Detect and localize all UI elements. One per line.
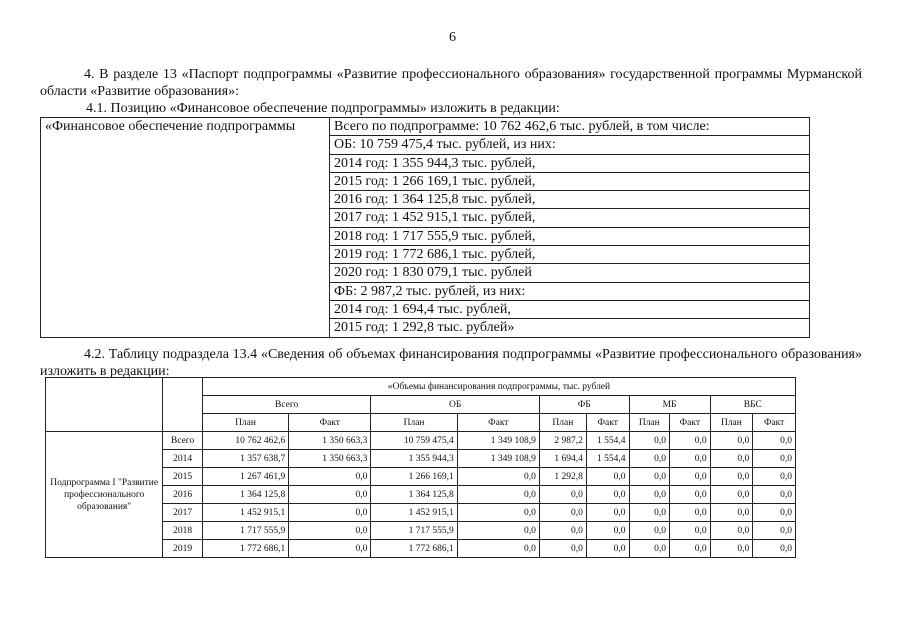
value-cell: 0,0 [289, 522, 371, 540]
value-cell: 0,0 [457, 486, 539, 504]
value-cell: 0,0 [629, 522, 670, 540]
value-cell: 0,0 [289, 468, 371, 486]
value-cell: 1 267 461,9 [202, 468, 288, 486]
sub-header-fact: Факт [457, 414, 539, 432]
paragraph-4-2: 4.2. Таблицу подраздела 13.4 «Сведения об объемах финансирования подпрограммы «Развитие профессионального образования» изложить в редакции: [40, 347, 862, 379]
sub-header-fact: Факт [670, 414, 711, 432]
value-cell: 1 694,4 [539, 450, 586, 468]
value-cell: 0,0 [753, 540, 796, 558]
volume-table-body [46, 432, 796, 558]
value-cell: 0,0 [753, 486, 796, 504]
year-cell: 2019 [163, 540, 202, 558]
value-cell: 0,0 [289, 540, 371, 558]
value-cell: 0,0 [586, 522, 629, 540]
volume-table [45, 377, 796, 558]
year-cell: 2018 [163, 522, 202, 540]
value-cell: 1 717 555,9 [202, 522, 288, 540]
value-cell: 0,0 [670, 540, 711, 558]
year-cell: Всего [163, 432, 202, 450]
value-cell: 1 364 125,8 [371, 486, 457, 504]
value-cell: 0,0 [586, 486, 629, 504]
value-cell: 1 350 663,3 [289, 450, 371, 468]
value-cell: 0,0 [753, 468, 796, 486]
value-cell: 1 717 555,9 [371, 522, 457, 540]
sub-header-plan: План [629, 414, 670, 432]
value-cell: 1 349 108,9 [457, 432, 539, 450]
paragraph-4-1: 4.1. Позицию «Финансовое обеспечение подпрограммы» изложить в редакции: [86, 101, 560, 116]
financing-label-cell [41, 118, 330, 338]
value-cell: 0,0 [670, 432, 711, 450]
value-cell: 1 452 915,1 [371, 504, 457, 522]
value-cell: 0,0 [629, 432, 670, 450]
financing-line: ОБ: 10 759 475,4 тыс. рублей, из них: [330, 135, 809, 153]
program-name: Подпрограмма I "Развитие профессионального образования" [46, 432, 163, 558]
value-cell: 1 349 108,9 [457, 450, 539, 468]
value-cell: 0,0 [710, 468, 753, 486]
value-cell: 1 364 125,8 [202, 486, 288, 504]
value-cell: 0,0 [670, 504, 711, 522]
value-cell: 0,0 [457, 504, 539, 522]
value-cell: 0,0 [670, 486, 711, 504]
financing-table [40, 117, 810, 338]
financing-values-cell [330, 118, 810, 338]
sub-header-plan: План [202, 414, 288, 432]
value-cell: 0,0 [753, 522, 796, 540]
header-empty-program [46, 378, 163, 432]
volume-table-title: «Объемы финансирования подпрограммы, тыс. рублей [202, 378, 795, 396]
value-cell: 0,0 [586, 540, 629, 558]
group-header: ВБС [710, 396, 795, 414]
value-cell: 0,0 [539, 522, 586, 540]
value-cell: 0,0 [670, 450, 711, 468]
value-cell: 1 292,8 [539, 468, 586, 486]
financing-line: 2015 год: 1 266 169,1 тыс. рублей, [330, 172, 809, 190]
value-cell: 0,0 [457, 540, 539, 558]
value-cell: 0,0 [629, 540, 670, 558]
year-cell: 2016 [163, 486, 202, 504]
value-cell: 1 554,4 [586, 450, 629, 468]
value-cell: 0,0 [710, 486, 753, 504]
financing-line: ФБ: 2 987,2 тыс. рублей, из них: [330, 282, 809, 300]
financing-line: 2018 год: 1 717 555,9 тыс. рублей, [330, 227, 809, 245]
value-cell: 2 987,2 [539, 432, 586, 450]
value-cell: 0,0 [670, 522, 711, 540]
value-cell: 0,0 [629, 450, 670, 468]
value-cell: 10 762 462,6 [202, 432, 288, 450]
financing-label: «Финансовое обеспечение подпрограммы [45, 119, 296, 134]
value-cell: 0,0 [753, 504, 796, 522]
value-cell: 0,0 [539, 504, 586, 522]
group-header: ОБ [371, 396, 540, 414]
value-cell: 1 355 944,3 [371, 450, 457, 468]
value-cell: 1 266 169,1 [371, 468, 457, 486]
sub-header-plan: План [371, 414, 457, 432]
financing-line: Всего по подпрограмме: 10 762 462,6 тыс. рублей, в том числе: [334, 119, 710, 134]
financing-line: 2020 год: 1 830 079,1 тыс. рублей [330, 263, 809, 281]
value-cell: 10 759 475,4 [371, 432, 457, 450]
value-cell: 0,0 [629, 468, 670, 486]
value-cell: 0,0 [710, 432, 753, 450]
group-header: ФБ [539, 396, 629, 414]
sub-header-plan: План [539, 414, 586, 432]
value-cell: 1 772 686,1 [202, 540, 288, 558]
value-cell: 0,0 [710, 540, 753, 558]
header-empty-year [163, 378, 202, 432]
financing-line: 2014 год: 1 355 944,3 тыс. рублей, [330, 154, 809, 172]
group-header: Всего [202, 396, 371, 414]
sub-header-fact: Факт [586, 414, 629, 432]
financing-line: 2019 год: 1 772 686,1 тыс. рублей, [330, 245, 809, 263]
year-cell: 2017 [163, 504, 202, 522]
value-cell: 0,0 [629, 486, 670, 504]
value-cell: 0,0 [753, 450, 796, 468]
financing-line: 2016 год: 1 364 125,8 тыс. рублей, [330, 190, 809, 208]
value-cell: 0,0 [710, 504, 753, 522]
value-cell: 1 452 915,1 [202, 504, 288, 522]
value-cell: 0,0 [629, 504, 670, 522]
page-number: 6 [449, 30, 456, 45]
financing-line: 2015 год: 1 292,8 тыс. рублей» [330, 318, 809, 336]
value-cell: 1 554,4 [586, 432, 629, 450]
group-header: МБ [629, 396, 710, 414]
year-cell: 2015 [163, 468, 202, 486]
value-cell: 0,0 [289, 486, 371, 504]
year-cell: 2014 [163, 450, 202, 468]
value-cell: 0,0 [710, 522, 753, 540]
value-cell: 0,0 [289, 504, 371, 522]
paragraph-section-4: 4. В разделе 13 «Паспорт подпрограммы «Развитие профессионального образования» государственной программы Мурманской области «Развитие образования»: [40, 67, 862, 99]
value-cell: 0,0 [670, 468, 711, 486]
sub-header-fact: Факт [289, 414, 371, 432]
value-cell: 0,0 [539, 486, 586, 504]
value-cell: 0,0 [753, 432, 796, 450]
value-cell: 1 350 663,3 [289, 432, 371, 450]
value-cell: 0,0 [586, 504, 629, 522]
financing-line: 2017 год: 1 452 915,1 тыс. рублей, [330, 208, 809, 226]
value-cell: 0,0 [586, 468, 629, 486]
value-cell: 0,0 [539, 540, 586, 558]
table-row [46, 432, 796, 450]
value-cell: 1 772 686,1 [371, 540, 457, 558]
financing-line: 2014 год: 1 694,4 тыс. рублей, [330, 300, 809, 318]
sub-header-plan: План [710, 414, 753, 432]
value-cell: 1 357 638,7 [202, 450, 288, 468]
sub-header-fact: Факт [753, 414, 796, 432]
value-cell: 0,0 [457, 468, 539, 486]
value-cell: 0,0 [710, 450, 753, 468]
value-cell: 0,0 [457, 522, 539, 540]
